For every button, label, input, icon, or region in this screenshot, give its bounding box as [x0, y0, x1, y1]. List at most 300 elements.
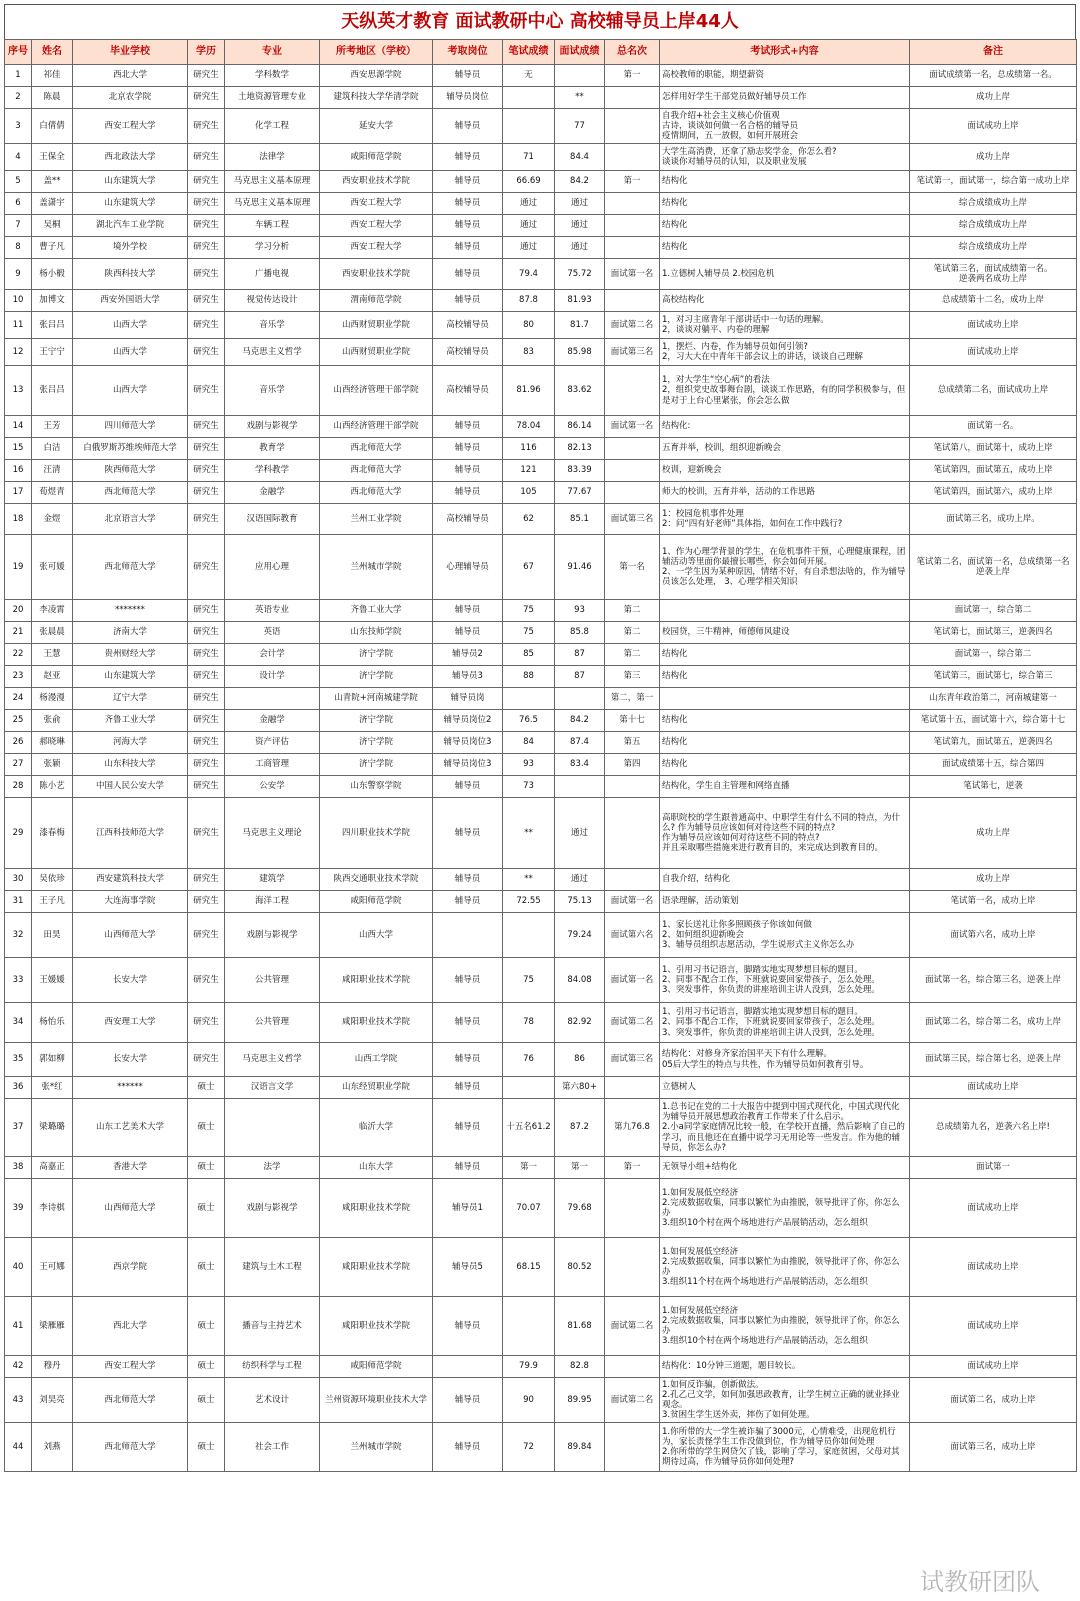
table-row [5, 144, 1077, 171]
cell-position: 辅导员1 [433, 1179, 503, 1238]
cell-name: 金煜 [32, 504, 73, 535]
cell-remark: 面试第一，综合第二 [910, 644, 1077, 666]
cell-target-school: 山东警察学院 [320, 776, 433, 798]
cell-major: 公共管理 [225, 1003, 320, 1043]
cell-name: 陈晨 [32, 87, 73, 109]
table-row [5, 312, 1077, 339]
cell-exam-content: 1，摆烂、内卷，作为辅导员如何引领? 2，习大大在中青年干部会议上的讲话，谈谈自己理解 [660, 339, 910, 366]
cell-degree: 硕士 [188, 1378, 225, 1423]
cell-remark: 面试第一名，综合第三名，逆袭上岸 [910, 958, 1077, 1003]
cell-position: 辅导员 [433, 891, 503, 913]
cell-index: 11 [5, 312, 32, 339]
cell-target-school: 济宁学院 [320, 754, 433, 776]
cell-school: 西安工程大学 [73, 109, 188, 144]
cell-target-school: 咸阳师范学院 [320, 891, 433, 913]
cell-remark: 面试成功上岸 [910, 1297, 1077, 1356]
cell-position: 高校辅导员 [433, 312, 503, 339]
cell-exam-content: 结构化，学生自主管理和网络直播 [660, 776, 910, 798]
page-title: 天纵英才教育 面试教研中心 高校辅导员上岸44人 [4, 4, 1076, 39]
header-cell: 序号 [5, 40, 32, 65]
cell-position: 辅导员 [433, 869, 503, 891]
cell-remark: 面试成功上岸 [910, 1179, 1077, 1238]
cell-remark: 面试第二名，成功上岸 [910, 1378, 1077, 1423]
cell-remark: 笔试第十五，面试第十六，综合第十七 [910, 710, 1077, 732]
cell-rank: 面试第六名 [605, 913, 660, 958]
cell-major: 戏剧与影视学 [225, 416, 320, 438]
cell-written-score: 75 [503, 600, 555, 622]
cell-target-school: 临沂大学 [320, 1099, 433, 1157]
cell-index: 2 [5, 87, 32, 109]
cell-major: 资产评估 [225, 732, 320, 754]
cell-remark: 面试成功上岸 [910, 312, 1077, 339]
cell-written-score [503, 688, 555, 710]
cell-degree: 研究生 [188, 913, 225, 958]
cell-school: 四川师范大学 [73, 416, 188, 438]
cell-rank [605, 798, 660, 869]
cell-remark: 面试第一，综合第二 [910, 600, 1077, 622]
cell-target-school: 山西财贸职业学院 [320, 339, 433, 366]
cell-interview-score: 81.68 [555, 1297, 605, 1356]
cell-rank: 第一 [605, 65, 660, 87]
cell-interview-score: 通过 [555, 237, 605, 259]
cell-exam-content: 1、引用习书记语言，脚踏实地实现梦想目标的题目。 2、同事不配合工作，下班就说要回家带孩子，怎么处理。 3、突发事件，你负责的讲座培训主讲人没到，怎么处理。 [660, 958, 910, 1003]
cell-index: 12 [5, 339, 32, 366]
cell-interview-score: 82.92 [555, 1003, 605, 1043]
cell-school: 山西大学 [73, 366, 188, 416]
cell-name: 李凌霄 [32, 600, 73, 622]
cell-remark: 笔试第三，面试第七，综合第三 [910, 666, 1077, 688]
table-row [5, 237, 1077, 259]
cell-remark: 面试第六名，成功上岸 [910, 913, 1077, 958]
cell-index: 21 [5, 622, 32, 644]
table-row [5, 710, 1077, 732]
cell-degree: 研究生 [188, 535, 225, 600]
cell-exam-content: 无领导小组+结构化 [660, 1157, 910, 1179]
cell-written-score: 76 [503, 1043, 555, 1077]
cell-position: 辅导员3 [433, 666, 503, 688]
cell-target-school: 齐鲁工业大学 [320, 600, 433, 622]
cell-exam-content: 1.如何发展低空经济 2.完成数据收集，同事以繁忙为由推脱，领导批评了你，你怎么办 3.组织11个村在两个场地进行产品展销活动，怎么组织 [660, 1238, 910, 1297]
cell-position: 辅导员岗 [433, 688, 503, 710]
cell-index: 32 [5, 913, 32, 958]
cell-interview-score: 83.4 [555, 754, 605, 776]
cell-rank [605, 1077, 660, 1099]
cell-exam-content: 1、家长送礼让你多照顾孩子你该如何做 2、如何组织迎新晚会 3、辅导员组织志愿活动，学生说形式主义你怎么办 [660, 913, 910, 958]
cell-index: 43 [5, 1378, 32, 1423]
table-row [5, 666, 1077, 688]
cell-school: 境外学校 [73, 237, 188, 259]
cell-remark: 成功上岸 [910, 87, 1077, 109]
cell-target-school: 山西财贸职业学院 [320, 312, 433, 339]
cell-remark: 总成绩第九名，逆袭六名上岸! [910, 1099, 1077, 1157]
cell-index: 24 [5, 688, 32, 710]
cell-degree: 研究生 [188, 366, 225, 416]
cell-written-score: 72 [503, 1423, 555, 1472]
cell-remark: 笔试第一，面试第一，综合第一成功上岸 [910, 171, 1077, 193]
header-cell: 所考地区（学校） [320, 40, 433, 65]
cell-written-score: 87.8 [503, 290, 555, 312]
cell-school: 白俄罗斯苏维埃师范大学 [73, 438, 188, 460]
cell-remark: 笔试第三名，面试成绩第一名。 逆袭两名成功上岸 [910, 259, 1077, 290]
cell-rank: 面试第三名 [605, 504, 660, 535]
cell-rank: 第二 [605, 644, 660, 666]
cell-written-score: 通过 [503, 215, 555, 237]
cell-written-score: 105 [503, 482, 555, 504]
cell-written-score: 78.04 [503, 416, 555, 438]
cell-degree: 硕士 [188, 1423, 225, 1472]
table-row [5, 339, 1077, 366]
cell-written-score: 通过 [503, 193, 555, 215]
cell-position: 辅导员 [433, 958, 503, 1003]
table-row [5, 1238, 1077, 1297]
cell-interview-score: 84.08 [555, 958, 605, 1003]
cell-remark: 面试成绩第一名，总成绩第一名。 [910, 65, 1077, 87]
cell-index: 40 [5, 1238, 32, 1297]
cell-degree: 研究生 [188, 438, 225, 460]
cell-major: 土地资源管理专业 [225, 87, 320, 109]
cell-exam-content: 怎样用好学生干部党员做好辅导员工作 [660, 87, 910, 109]
cell-interview-score: 75.72 [555, 259, 605, 290]
cell-exam-content: 结构化 [660, 171, 910, 193]
table-row [5, 290, 1077, 312]
cell-major: 马克思主义理论 [225, 798, 320, 869]
cell-interview-score: 86 [555, 1043, 605, 1077]
cell-target-school: 山西大学 [320, 913, 433, 958]
table-row [5, 1356, 1077, 1378]
table-row [5, 688, 1077, 710]
header-cell: 考取岗位 [433, 40, 503, 65]
cell-exam-content: 师大的校训，五育并举，活动的工作思路 [660, 482, 910, 504]
cell-position: 辅导员 [433, 171, 503, 193]
cell-school: 西北师范大学 [73, 1378, 188, 1423]
cell-name: 吴依珍 [32, 869, 73, 891]
cell-position: 辅导员 [433, 776, 503, 798]
cell-exam-content: 1，对习主席青年干部讲话中一句话的理解。 2，谈谈对躺平、内卷的理解 [660, 312, 910, 339]
cell-index: 28 [5, 776, 32, 798]
cell-target-school: 西安工程大学 [320, 237, 433, 259]
cell-index: 16 [5, 460, 32, 482]
cell-major: 学科数学 [225, 65, 320, 87]
cell-written-score: 79.9 [503, 1356, 555, 1378]
cell-target-school: 渭南师范学院 [320, 290, 433, 312]
cell-position [433, 1356, 503, 1378]
cell-target-school: 西安工程大学 [320, 193, 433, 215]
cell-degree: 研究生 [188, 193, 225, 215]
cell-rank: 第一名 [605, 535, 660, 600]
cell-rank: 面试第一名 [605, 891, 660, 913]
cell-rank [605, 460, 660, 482]
cell-remark: 成功上岸 [910, 798, 1077, 869]
cell-school: 西安理工大学 [73, 1003, 188, 1043]
cell-name: 梁雁雁 [32, 1297, 73, 1356]
cell-target-school: 咸阳职业技术学院 [320, 1003, 433, 1043]
cell-degree: 研究生 [188, 869, 225, 891]
cell-school: 长安大学 [73, 958, 188, 1003]
cell-exam-content: 结构化 [660, 215, 910, 237]
cell-major: 化学工程 [225, 109, 320, 144]
cell-major: 马克思主义基本原理 [225, 193, 320, 215]
cell-rank [605, 193, 660, 215]
table-row [5, 869, 1077, 891]
cell-school: 山东建筑大学 [73, 193, 188, 215]
cell-rank: 面试第三名 [605, 1043, 660, 1077]
cell-target-school: 咸阳职业技术学院 [320, 958, 433, 1003]
cell-name: 赵亚 [32, 666, 73, 688]
cell-target-school: 兰州资源环境职业技术大学 [320, 1378, 433, 1423]
cell-major: 音乐学 [225, 366, 320, 416]
cell-target-school: 建筑科技大学华清学院 [320, 87, 433, 109]
cell-written-score: 66.69 [503, 171, 555, 193]
cell-written-score: 无 [503, 65, 555, 87]
cell-school: 西安建筑科技大学 [73, 869, 188, 891]
cell-target-school: 西安职业技术学院 [320, 259, 433, 290]
cell-rank: 面试第二名 [605, 312, 660, 339]
cell-position: 辅导员 [433, 109, 503, 144]
cell-school: ******* [73, 600, 188, 622]
cell-degree: 研究生 [188, 65, 225, 87]
cell-major [225, 688, 320, 710]
cell-written-score: 第一 [503, 1157, 555, 1179]
cell-school: 西北政法大学 [73, 144, 188, 171]
table-row [5, 1157, 1077, 1179]
cell-position: 辅导员 [433, 1378, 503, 1423]
cell-written-score: ** [503, 869, 555, 891]
cell-rank [605, 482, 660, 504]
cell-school: 山西师范大学 [73, 913, 188, 958]
table-row [5, 1297, 1077, 1356]
table-row [5, 776, 1077, 798]
cell-exam-content: 1.如何反诈骗，创新做法。 2.孔乙己文学，如何加强思政教育，让学生树立正确的就业择业观念。 3.贫困生学生送外卖，摔伤了如何处理。 [660, 1378, 910, 1423]
cell-major: 应用心理 [225, 535, 320, 600]
cell-school: 山西师范大学 [73, 1179, 188, 1238]
cell-index: 13 [5, 366, 32, 416]
cell-name: 田昊 [32, 913, 73, 958]
cell-interview-score: 83.62 [555, 366, 605, 416]
cell-exam-content: 大学生高消费，还拿了励志奖学金，你怎么看? 谈谈你对辅导员的认知，以及职业发展 [660, 144, 910, 171]
cell-school: 西安外国语大学 [73, 290, 188, 312]
cell-remark: 面试成功上岸 [910, 1077, 1077, 1099]
cell-remark: 笔试第七，逆袭 [910, 776, 1077, 798]
cell-position: 辅导员2 [433, 644, 503, 666]
cell-remark: 综合成绩成功上岸 [910, 215, 1077, 237]
table-row [5, 109, 1077, 144]
cell-school: 西北大学 [73, 65, 188, 87]
cell-school: 西北师范大学 [73, 1423, 188, 1472]
header-cell: 姓名 [32, 40, 73, 65]
watermark: 试教研团队 [920, 1568, 1040, 1596]
cell-written-score: 72.55 [503, 891, 555, 913]
cell-index: 15 [5, 438, 32, 460]
cell-index: 5 [5, 171, 32, 193]
cell-rank: 第四 [605, 754, 660, 776]
cell-exam-content: 结构化 [660, 644, 910, 666]
cell-exam-content: 结构化 [660, 710, 910, 732]
cell-degree: 硕士 [188, 1099, 225, 1157]
cell-degree: 研究生 [188, 237, 225, 259]
cell-name: 张吕吕 [32, 366, 73, 416]
cell-interview-score: 86.14 [555, 416, 605, 438]
cell-index: 23 [5, 666, 32, 688]
cell-name: 王慧 [32, 644, 73, 666]
cell-rank [605, 237, 660, 259]
cell-major: 学科教学 [225, 460, 320, 482]
cell-interview-score: 77 [555, 109, 605, 144]
cell-index: 22 [5, 644, 32, 666]
header-cell: 学历 [188, 40, 225, 65]
cell-interview-score: 81.93 [555, 290, 605, 312]
cell-remark: 面试成功上岸 [910, 1356, 1077, 1378]
cell-index: 25 [5, 710, 32, 732]
cell-remark: 面试第二名，综合第二名，成功上岸 [910, 1003, 1077, 1043]
cell-position [433, 913, 503, 958]
cell-interview-score: 87.2 [555, 1099, 605, 1157]
cell-index: 7 [5, 215, 32, 237]
cell-interview-score: 87.4 [555, 732, 605, 754]
cell-target-school: 济宁学院 [320, 666, 433, 688]
cell-exam-content: 高校教师的职能，期望薪资 [660, 65, 910, 87]
cell-name: 王芳 [32, 416, 73, 438]
cell-written-score [503, 913, 555, 958]
cell-school: ****** [73, 1077, 188, 1099]
cell-rank [605, 438, 660, 460]
cell-name: 漆春梅 [32, 798, 73, 869]
cell-written-score: 90 [503, 1378, 555, 1423]
cell-position: 高校辅导员 [433, 504, 503, 535]
cell-exam-content: 结构化：10分钟三道题，题目较长。 [660, 1356, 910, 1378]
cell-interview-score: 87 [555, 666, 605, 688]
cell-position: 辅导员岗位 [433, 87, 503, 109]
cell-target-school: 西安工程大学 [320, 215, 433, 237]
cell-interview-score: 84.2 [555, 710, 605, 732]
cell-major: 马克思主义哲学 [225, 339, 320, 366]
cell-interview-score: 77.67 [555, 482, 605, 504]
cell-school: 山西大学 [73, 312, 188, 339]
cell-degree: 研究生 [188, 891, 225, 913]
cell-target-school: 咸阳师范学院 [320, 1356, 433, 1378]
cell-school: 西京学院 [73, 1238, 188, 1297]
cell-degree: 研究生 [188, 958, 225, 1003]
cell-index: 10 [5, 290, 32, 312]
cell-rank [605, 144, 660, 171]
cell-name: 祁佳 [32, 65, 73, 87]
cell-degree: 研究生 [188, 644, 225, 666]
cell-exam-content: 语录理解，活动策划 [660, 891, 910, 913]
cell-written-score: 76.5 [503, 710, 555, 732]
cell-target-school: 咸阳职业技术学院 [320, 1297, 433, 1356]
cell-remark: 成功上岸 [910, 869, 1077, 891]
cell-interview-score: 通过 [555, 215, 605, 237]
cell-written-score: ** [503, 798, 555, 869]
cell-index: 36 [5, 1077, 32, 1099]
cell-exam-content: 1.如何发展低空经济 2.完成数据收集，同事以繁忙为由推脱，领导批评了你，你怎么办 3.组织10个村在两个场地进行产品展销活动，怎么组织 [660, 1179, 910, 1238]
table-row [5, 622, 1077, 644]
cell-written-score: 71 [503, 144, 555, 171]
cell-major: 公共管理 [225, 958, 320, 1003]
cell-major: 马克思主义基本原理 [225, 171, 320, 193]
cell-position: 心理辅导员 [433, 535, 503, 600]
cell-written-score: 十五名61.2 [503, 1099, 555, 1157]
cell-remark: 总成绩第十二名，成功上岸 [910, 290, 1077, 312]
cell-name: 荀煜青 [32, 482, 73, 504]
cell-interview-score: 91.46 [555, 535, 605, 600]
table-row [5, 535, 1077, 600]
cell-school: 江西科技师范大学 [73, 798, 188, 869]
table-row [5, 366, 1077, 416]
cell-rank: 第十七 [605, 710, 660, 732]
cell-major: 视觉传达设计 [225, 290, 320, 312]
cell-major: 社会工作 [225, 1423, 320, 1472]
cell-interview-score: 82.13 [555, 438, 605, 460]
cell-degree: 研究生 [188, 622, 225, 644]
cell-exam-content: 高职院校的学生跟普通高中、中职学生有什么不同的特点，为什么? 作为辅导员应该如何对待这些不同的特点? 作为辅导员应该如何对待这些不同的特点? 并且采取哪些措施来进行教育目的，来完成达到教育目的。 [660, 798, 910, 869]
cell-name: 王宁宁 [32, 339, 73, 366]
cell-written-score: 121 [503, 460, 555, 482]
cell-written-score: 通过 [503, 237, 555, 259]
cell-target-school: 咸阳职业技术学院 [320, 1238, 433, 1297]
cell-position: 辅导员 [433, 438, 503, 460]
cell-rank [605, 869, 660, 891]
cell-interview-score: 第一 [555, 1157, 605, 1179]
cell-interview-score: 85.8 [555, 622, 605, 644]
cell-interview-score: 85.1 [555, 504, 605, 535]
cell-target-school: 济宁学院 [320, 732, 433, 754]
cell-exam-content: 结构化：对修身齐家治国平天下有什么理解。 05后大学生的特点与共性，作为辅导员如何教育引导。 [660, 1043, 910, 1077]
cell-major: 海洋工程 [225, 891, 320, 913]
cell-written-score [503, 109, 555, 144]
cell-name: 吴桐 [32, 215, 73, 237]
cell-written-score [503, 87, 555, 109]
cell-name: 穆丹 [32, 1356, 73, 1378]
cell-remark: 笔试第七，面试第三，逆袭四名 [910, 622, 1077, 644]
cell-name: 郝晓琳 [32, 732, 73, 754]
cell-position: 辅导员 [433, 482, 503, 504]
cell-name: 白洁 [32, 438, 73, 460]
cell-written-score: 93 [503, 754, 555, 776]
cell-remark: 面试成功上岸 [910, 339, 1077, 366]
table-row [5, 504, 1077, 535]
cell-name: 汪清 [32, 460, 73, 482]
cell-school: 北京语言大学 [73, 504, 188, 535]
cell-degree: 研究生 [188, 1043, 225, 1077]
cell-interview-score: 89.95 [555, 1378, 605, 1423]
cell-target-school: 西安职业技术学院 [320, 171, 433, 193]
cell-school: 北京农学院 [73, 87, 188, 109]
cell-position: 辅导员 [433, 144, 503, 171]
cell-rank [605, 109, 660, 144]
cell-remark: 总成绩第二名，面试成功上岸 [910, 366, 1077, 416]
cell-school: 陕西师范大学 [73, 460, 188, 482]
cell-written-score: 85 [503, 644, 555, 666]
cell-position: 辅导员岗位2 [433, 710, 503, 732]
cell-degree: 研究生 [188, 312, 225, 339]
cell-name: 刘燕 [32, 1423, 73, 1472]
cell-name: 郭如柳 [32, 1043, 73, 1077]
table-row [5, 215, 1077, 237]
cell-major: 播音与主持艺术 [225, 1297, 320, 1356]
cell-rank: 第二 [605, 600, 660, 622]
cell-exam-content: 结构化 [660, 754, 910, 776]
cell-interview-score [555, 688, 605, 710]
cell-name: 加博文 [32, 290, 73, 312]
table-row [5, 1043, 1077, 1077]
cell-remark: 笔试第二名，面试第一名，总成绩第一名 逆袭上岸 [910, 535, 1077, 600]
cell-exam-content: 自我介绍，结构化 [660, 869, 910, 891]
header-cell: 专业 [225, 40, 320, 65]
cell-position: 辅导员 [433, 600, 503, 622]
cell-rank: 面试第一名 [605, 958, 660, 1003]
cell-position: 辅导员 [433, 1157, 503, 1179]
cell-name: 王保全 [32, 144, 73, 171]
